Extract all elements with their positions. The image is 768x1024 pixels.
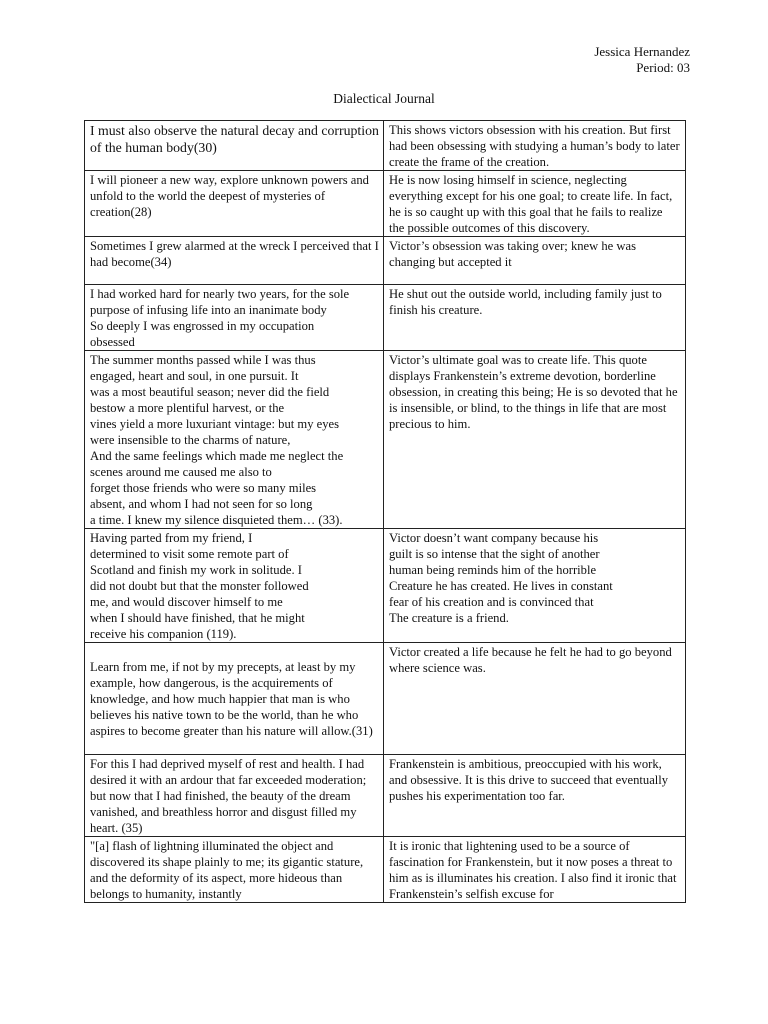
response-cell: Victor’s obsession was taking over; knew he was changing but accepted it (384, 237, 686, 285)
response-cell: Victor’s ultimate goal was to create life. This quote displays Frankenstein’s extreme devotion, borderline obsession, in creating this being; He is so devoted that he is insensible, or blind, to the things in life that are most precious to him. (384, 351, 686, 529)
quote-cell: For this I had deprived myself of rest and health. I had desired it with an ardour that far exceeded moderation; but now that I had finished, the beauty of the dream vanished, and breathless horror and disgust filled my heart. (35) (85, 755, 384, 837)
response-cell: Frankenstein is ambitious, preoccupied with his work, and obsessive. It is this drive to succeed that eventually pushes his experimentation too far. (384, 755, 686, 837)
response-cell: It is ironic that lightening used to be a source of fascination for Frankenstein, but it now poses a threat to him as is illuminates his creation. I also find it ironic that Frankenstein’s selfish excuse for (384, 837, 686, 903)
quote-cell: Learn from me, if not by my precepts, at least by my example, how dangerous, is the acquirements of knowledge, and how much happier that man is who believes his native town to be the world, than he who aspires to become greater than his nature will allow.(31) (85, 643, 384, 755)
journal-row (85, 237, 686, 285)
student-header (594, 44, 690, 76)
quote-cell: Sometimes I grew alarmed at the wreck I perceived that I had become(34) (85, 237, 384, 285)
response-cell: He shut out the outside world, including family just to finish his creature. (384, 285, 686, 351)
quote-cell: I will pioneer a new way, explore unknown powers and unfold to the world the deepest of mysteries of creation(28) (85, 171, 384, 237)
journal-row (85, 837, 686, 903)
journal-row (85, 643, 686, 755)
student-name: Jessica Hernandez (594, 44, 690, 59)
response-cell: Victor doesn’t want company because his guilt is so intense that the sight of another human being reminds him of the horrible Creature he has created. He lives in constant fear of his creation and is convinced that The creature is a friend. (384, 529, 686, 643)
quote-cell: The summer months passed while I was thus engaged, heart and soul, in one pursuit. It was a most beautiful season; never did the field bestow a more plentiful harvest, or the vines yield a more luxuriant vintage: but my eyes were insensible to the charms of nature, And the same feelings which made me neglect the scenes around me caused me also to forget those friends who were so many miles absent, and whom I had not seen for so long a time. I knew my silence disquieted them… (33). (85, 351, 384, 529)
response-cell: Victor created a life because he felt he had to go beyond where science was. (384, 643, 686, 755)
quote-cell: "[a] flash of lightning illuminated the object and discovered its shape plainly to me; its gigantic stature, and the deformity of its aspect, more hideous than belongs to humanity, instantly (85, 837, 384, 903)
journal-table (84, 120, 686, 903)
quote-cell: I had worked hard for nearly two years, for the sole purpose of infusing life into an inanimate body So deeply I was engrossed in my occupation obsessed (85, 285, 384, 351)
page-title: Dialectical Journal (333, 91, 435, 106)
journal-row (85, 121, 686, 171)
quote-cell: I must also observe the natural decay and corruption of the human body(30) (85, 121, 384, 171)
class-period: Period: 03 (636, 60, 690, 75)
quote-cell: Having parted from my friend, I determined to visit some remote part of Scotland and finish my work in solitude. I did not doubt but that the monster followed me, and would discover himself to me when I should have finished, that he might receive his companion (119). (85, 529, 384, 643)
journal-row (85, 529, 686, 643)
response-cell: He is now losing himself in science, neglecting everything except for his one goal; to create life. In fact, he is so caught up with this goal that he fails to realize the possible outcomes of this discovery. (384, 171, 686, 237)
response-cell: This shows victors obsession with his creation. But first had been obsessing with studying a human’s body to later create the frame of the creation. (384, 121, 686, 171)
journal-row (85, 285, 686, 351)
journal-row (85, 171, 686, 237)
journal-row (85, 351, 686, 529)
journal-row (85, 755, 686, 837)
